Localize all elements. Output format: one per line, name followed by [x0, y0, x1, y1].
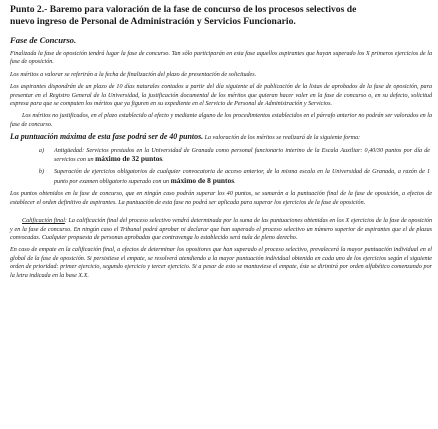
- list-body: [54, 168, 432, 186]
- paragraph-puntuacion-maxima: [10, 133, 432, 142]
- calificacion-final-label: Calificación final: [22, 218, 65, 225]
- paragraph-meritos-fecha: Los méritos a valorar se referirán a la fecha de finalización del plazo de presentación de solicitudes.: [10, 71, 257, 78]
- list-bold: máximo de 32 puntos: [95, 154, 163, 164]
- list-tail: .: [234, 178, 236, 185]
- list-tail: .: [162, 157, 164, 164]
- heading-line-2: nuevo ingreso de Personal de Administración y Servicios Funcionario.: [10, 15, 296, 27]
- paragraph-plazo-aspirantes: Los aspirantes dispondrán de un plazo de 10 días naturales contados a partir del día siguiente al de publicación de la listas de aprobados de la fase de oposición, para presentar en el Registro General de la Universidad, la justificación documental de los méritos que quieran hacer valer en la fase de concurso o, en su defecto, solicitud expresa para que se computen los méritos que ya figuren en su expediente en el Servicio de Personal de Administración y Servicios.: [10, 84, 432, 108]
- paragraph-finalizada: Finalizada la fase de oposición tendrá lugar la fase de concurso. Tan sólo participarán en esta fase aquellos aspirantes que hayan superado los X primeros ejercicios de la fase de oposición.: [10, 51, 432, 66]
- paragraph-empate: En caso de empate en la calificación final, a efectos de determinar los opositores que han superado el proceso selectivo, prevalecerá la mayor puntuación individual en el global de la fase de oposición. Si persistiese el empate, se resolverá atendiendo a la mayor puntuación individual obtenida en cada uno de los ejercicios según el siguiente orden de prioridad: primer ejercicio, segundo ejercicio y tercer ejercicio. Si a pesar de esto se mantuviese el empate, éste se dirimirá por orden alfabético comenzando por la letra indicada en la base X.X.: [10, 247, 432, 279]
- paragraph-meritos-no-justificados: Los méritos no justificados, en el plazo establecido al efecto y mediante alguno de los procedimientos establecidos en el párrafo anterior no podrán ser valorados en la fase de concurso.: [10, 113, 432, 128]
- puntuacion-maxima-bold: La puntuación máxima de esta fase podrá ser de 40 puntos.: [10, 132, 204, 142]
- list-marker: a): [38, 147, 44, 154]
- puntuacion-maxima-rest: La valoración de los méritos se realizará de la siguiente forma:: [203, 135, 361, 142]
- heading-line-1: Punto 2.- Baremo para valoración de la fase de concurso de los procesos selectivos de: [10, 4, 357, 15]
- list-marker: b): [38, 169, 44, 176]
- list-body: [54, 147, 432, 165]
- list-text: Superación de ejercicios obligatorios de cualquier convocatoria de acceso anterior, de la misma escala en la Universidad de Granada, a razón de 1 punto por examen obligatorio superado con un: [54, 169, 430, 185]
- list-item-antiguedad: [10, 147, 432, 165]
- calificacion-final-rest: : La calificación final del proceso selectivo vendrá determinada por la suma de las puntuaciones obtenidas en los X ejercicios de la fase de oposición y en la fase de concurso. En ningún caso el Tribunal podrá aprobar ni declarar que han superado el proceso selectivo un número superior de aspirantes que el de plazas convocadas. Cualquier propuesta de personas aprobadas que contravenga lo establecido será nula de pleno derecho.: [10, 218, 433, 241]
- list-bold: máximo de 8 puntos: [170, 175, 235, 185]
- list-text: Antigüedad: Servicios prestados en la Universidad de Granada como personal funcionario interino de la Escala Auxiliar: 0,40/30 puntos por día de servicios con un: [54, 147, 430, 164]
- paragraph-puntos-obtenidos: Los puntos obtenidos en la fase de concurso, que en ningún caso podrán superar los 40 puntos, se sumarán a la puntuación final de la fase de oposición, a efectos de establecer el orden definitivo de aspirantes. La puntuación de esta fase no podrá ser aplicada para superar los ejercicios de la fase de oposición.: [10, 191, 432, 206]
- document-heading: [10, 4, 432, 27]
- section-title: Fase de Concurso.: [10, 35, 77, 45]
- paragraph-calificacion-final: [10, 217, 432, 242]
- list-item-superacion: [10, 168, 432, 186]
